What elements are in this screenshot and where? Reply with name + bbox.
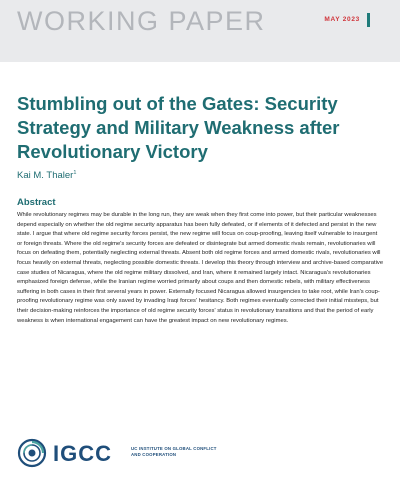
logo-subtitle: UC INSTITUTE ON GLOBAL CONFLICT AND COOPERATION	[131, 446, 217, 457]
header-band	[0, 0, 400, 62]
igcc-circle-logo-icon	[17, 438, 47, 468]
publication-date: MAY 2023	[324, 16, 360, 23]
logo-wordmark: IGCC	[53, 441, 112, 466]
author-line	[17, 170, 76, 181]
igcc-logo	[17, 438, 217, 468]
author-footnote-marker[interactable]: 1	[73, 170, 77, 176]
abstract-text: While revolutionary regimes may be durable in the long run, they are weak when they first come into power, but their particular weaknesses depend especially on whether the old regime security apparatus has been fully defeated, or if elements of it defected and persist in the new state. I argue that where old regime security forces persist, the new regime will focus on coup-proofing, leaving itself vulnerable to insurgent or foreign threats. Where the old regime's security forces are defeated or disintegrate but armed domestic rivals remain, revolutionaries will focus on defeating them, potentially neglecting external threats. Absent both old regime forces and armed domestic rivals, revolutionaries will focus heavily on external threats, neglecting possible domestic threats. I develop this theory through interview and archive-based comparative case studies of Nicaragua, where the old regime military dissolved, and Iran, where it remained largely intact. Nicaragua's revolutionaries emphasized foreign defense, while the Iranian regime worried primarily about coups and then domestic rebels, with military effectiveness suffering in both cases in their first several years in power. Externally focused Nicaragua allowed insurgencies to take root, while Iran's coup-proofing revolutionary regime was only saved by invading Iraqi forces' hesitancy. Both regimes eventually corrected their initial missteps, but their decision-making reinforces the importance of old regime security forces' status in revolutionary transitions and that the period of early weakness is when international engagement can have the greatest impact on new revolutionary regimes.	[17, 212, 384, 324]
abstract-heading: Abstract	[17, 197, 56, 208]
paper-title: Stumbling out of the Gates: Security Strategy and Military Weakness after Revolutionary Victory	[17, 93, 340, 162]
date-accent-bar	[367, 13, 370, 27]
author-name: Kai M. Thaler	[17, 170, 74, 182]
series-label: WORKING PAPER	[17, 6, 266, 36]
